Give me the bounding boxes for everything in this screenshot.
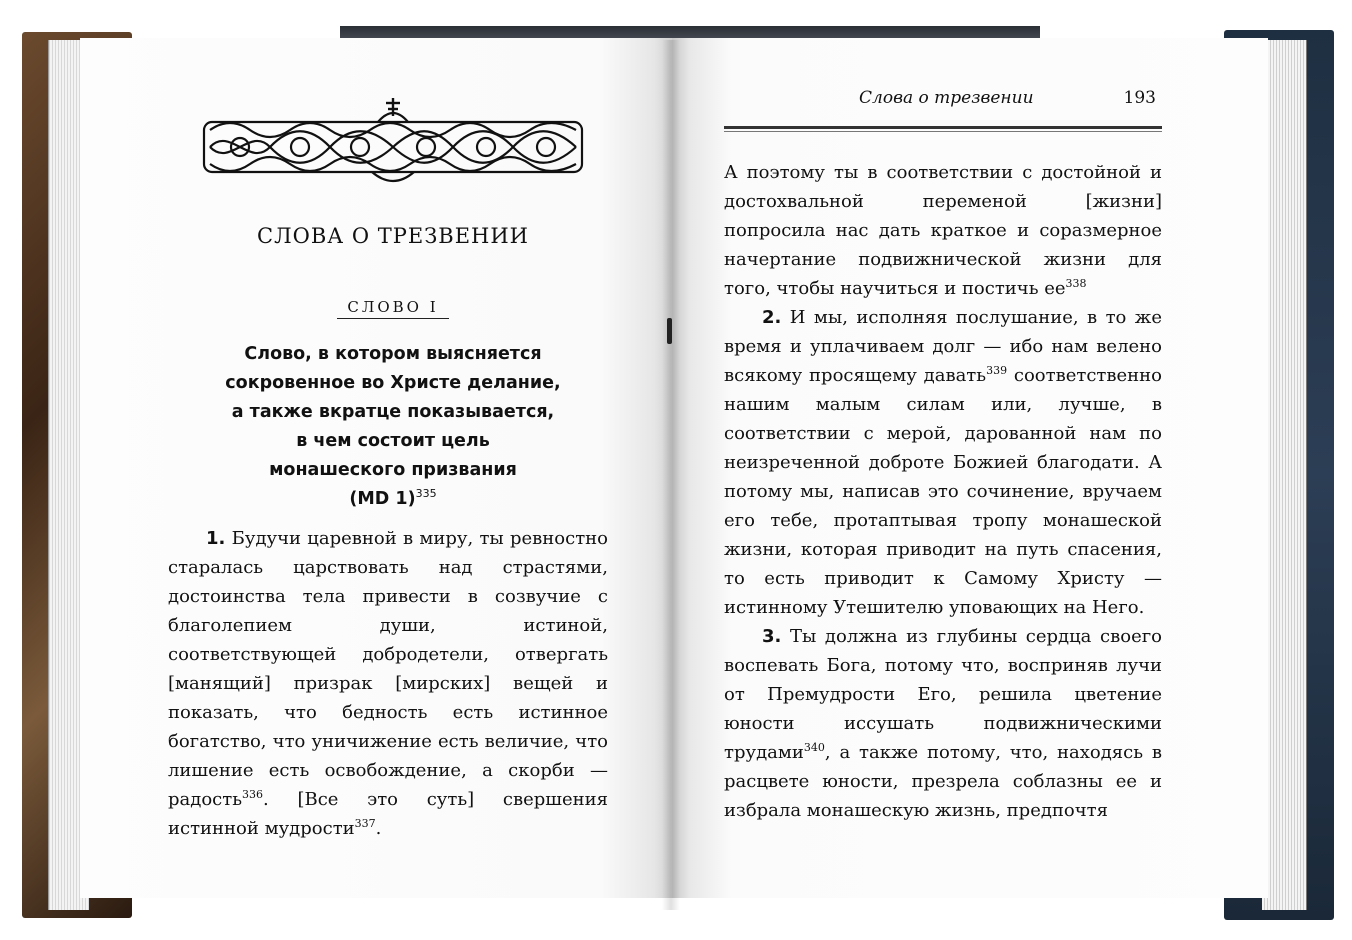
paragraph-text: И мы, исполняя послушание, в то же время и уплачиваем долг — ибо нам велено всякому просящему давать [724,307,1162,386]
paragraph [724,303,1162,622]
ornament-headpiece-icon [200,96,586,192]
paragraph-text: Ты должна из глубины сердца своего воспевать Бога, потому что, восприняв лучи от Премудрости Его, решила цветение юности иссушать подвижническими трудами [724,626,1162,763]
paragraph-text: . [375,818,382,839]
heading-line: сокровенное во Христе делание, [225,373,561,393]
page-crease-mark [667,318,672,344]
footnote-marker: 336 [242,788,264,801]
paragraph [724,158,1162,303]
paragraph-text: соответственно нашим малым силам или, лучше, в соответствии с мерой, дарованной нам по неизреченной доброте Божией благодати. А потому мы, написав это сочинение, вручаем его тебе, протаптывая тропу монашеской жизни, которая приводит на путь спасения, то есть приводит к Самому Христу — истинному Утешителю уповающих на Него. [724,365,1162,618]
paragraph-text: Будучи царевной в миру, ты ревностно старалась царствовать над страстями, достоинства тела привести в созвучие с благолепием души, истиной, соответствующей добродетели, отвергать [манящий] призрак [мирских] вещей и показать, что бедность есть истинное богатство, что уничижение есть величие, что лишение есть освобождение, а скорби — радость [168,528,608,810]
heading-line: Слово, в котором выясняется [244,344,542,364]
footnote-marker: 339 [986,364,1008,377]
heading-ref-text: (MD 1) [349,489,416,509]
left-body-text [168,524,608,843]
paragraph [168,524,608,843]
page-number: 193 [1123,88,1156,108]
header-rule-thin [724,131,1162,132]
paragraph-number: 1. [206,528,226,549]
footnote-marker: 335 [415,487,437,501]
running-header [724,86,1162,110]
paragraph-text: А поэтому ты в соответствии с достойной и достохвальной переменой [жизни] попросила нас дать краткое и соразмерное начертание подвижнической жизни для того, чтобы научиться и постичь ее [724,162,1162,299]
footnote-marker: 340 [803,741,825,754]
header-rule [724,126,1162,129]
section-label-text: СЛОВО I [337,298,448,319]
heading-line: в чем состоит цель [296,431,490,451]
paragraph-text: . [Все это суть] свершения истинной мудрости [168,789,608,839]
footnote-marker: 337 [354,817,376,830]
heading-line: а также вкратце показывается, [231,402,555,422]
right-body-text [724,158,1162,825]
heading-reference [170,485,616,514]
section-label [200,298,586,319]
paragraph [724,622,1162,825]
running-title: Слова о трезвении [859,88,1034,108]
paragraph-number: 3. [762,626,782,647]
footnote-marker: 338 [1065,277,1087,290]
page-edges-right [1262,40,1307,910]
book-gutter [662,40,680,910]
heading-line: монашеского призвания [269,460,517,480]
chapter-title: СЛОВА О ТРЕЗВЕНИИ [257,224,529,248]
paragraph-number: 2. [762,307,782,328]
section-heading [170,340,616,514]
paragraph-text: , а также потому, что, находясь в расцвете юности, презрела соблазны ее и избрала монашескую жизнь, предпочтя [724,742,1162,821]
